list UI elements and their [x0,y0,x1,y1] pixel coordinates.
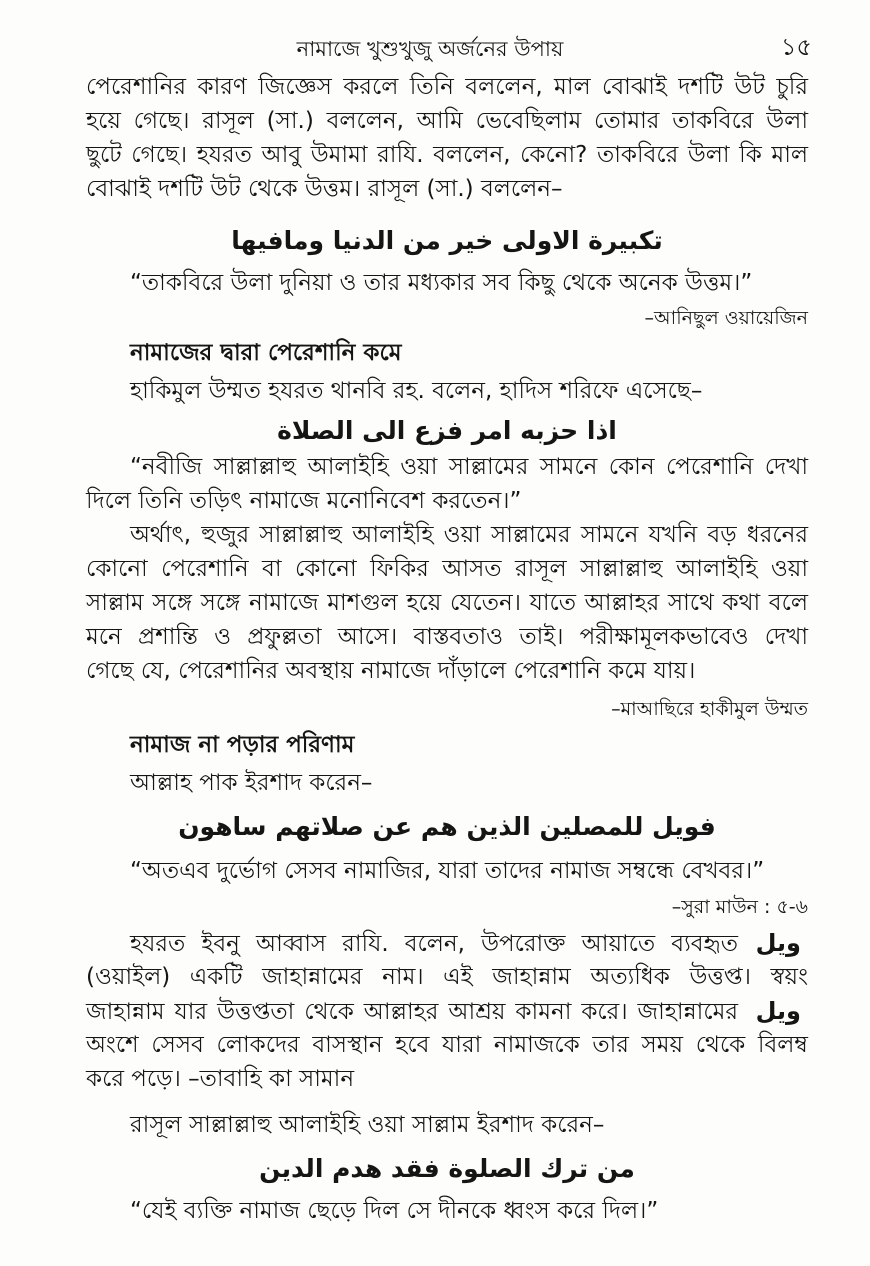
translation-quote: “অতএব দুর্ভোগ সেসব নামাজির, যারা তাদের নামাজ সম্বন্ধে বেখবর।” [130,858,765,884]
arabic-quote: فويل للمصلين الذين هم عن صلاتهم ساهون [178,812,716,841]
arabic-quote: من ترك الصلوة فقد هدم الدين [259,1154,635,1183]
translation-quote: “নবীজি সাল্লাল্লাহু আলাইহি ওয়া সাল্লামের সামনে কোন পেরেশানি দেখা [130,454,808,480]
text-line: রাসূল সাল্লাল্লাহু আলাইহি ওয়া সাল্লাম ইরশাদ করেন– [130,1112,605,1138]
text-line: গেছে যে, পেরেশানির অবস্থায় নামাজে দাঁড়ালে পেরেশানি কমে যায়। [86,658,696,684]
section-heading: নামাজ না পড়ার পরিণাম [130,732,355,758]
text-line [130,928,808,959]
section-heading: নামাজের দ্বারা পেরেশানি কমে [130,340,402,366]
page-number: ১৫ [780,33,812,61]
translation-quote: দিলে তিনি তড়িৎ নামাজে মনোনিবেশ করতেন।” [86,488,522,514]
arabic-word: ويل [755,929,801,957]
text-segment: হযরত ইবনু আব্বাস রাযি. বলেন, উপরোক্ত আয়াতে ব্যবহৃত [130,931,738,957]
arabic-quote: تكبيرة الاولى خير من الدنيا ومافيها [231,226,663,255]
text-line: আল্লাহ পাক ইরশাদ করেন– [130,770,373,796]
text-line: বোঝাই দশটি উট থেকে উত্তম। রাসূল (সা.) বললেন– [86,176,563,202]
translation-quote: “তাকবিরে উলা দুনিয়া ও তার মধ্যকার সব কিছু থেকে অনেক উত্তম।” [130,270,753,296]
translation-quote: “যেই ব্যক্তি নামাজ ছেড়ে দিল সে দীনকে ধ্বংস করে দিল।” [130,1198,659,1224]
text-line: (ওয়াইল) একটি জাহান্নামের নাম। এই জাহান্নাম অত্যধিক উত্তপ্ত। স্বয়ং [86,964,808,990]
text-line: অর্থাৎ, হুজুর সাল্লাল্লাহু আলাইহি ওয়া সাল্লামের সামনে যখনি বড় ধরনের [130,522,808,548]
text-segment: জাহান্নাম যার উত্তপ্ততা থেকে আল্লাহর আশ্রয় কামনা করে। জাহান্নামের [86,999,738,1025]
text-line: অংশে সেসব লোকদের বাসস্থান হবে যারা নামাজকে তার সময় থেকে বিলম্ব [86,1032,808,1058]
arabic-word: ويل [755,997,801,1025]
text-line: ছুটে গেছে। হযরত আবু উমামা রাযি. বললেন, কেনো? তাকবিরে উলা কি মাল [86,142,808,168]
text-line: পেরেশানির কারণ জিজ্ঞেস করলে তিনি বললেন, মাল বোঝাই দশটি উট চুরি [86,74,808,100]
source-citation: –মাআছিরে হাকীমুল উম্মত [611,698,808,720]
text-line: মনে প্রশান্তি ও প্রফুল্লতা আসে। বাস্তবতাও তাই। পরীক্ষামূলকভাবেও দেখা [86,624,808,650]
text-line: করে পড়ে। –তাবাহি কা সামান [86,1066,355,1092]
text-line: হয়ে গেছে। রাসূল (সা.) বললেন, আমি ভেবেছিলাম তোমার তাকবিরে উলা [86,108,808,134]
text-line: কোনো পেরেশানি বা কোনো ফিকির আসত রাসূল সাল্লাল্লাহু আলাইহি ওয়া [86,556,808,582]
text-line: হাকিমুল উম্মত হযরত থানবি রহ. বলেন, হাদিস শরিফে এসেছে– [130,378,703,404]
text-line [86,996,808,1027]
source-citation: –সুরা মাউন : ৫-৬ [671,896,808,918]
source-citation: –আনিছুল ওয়ায়েজিন [644,307,808,329]
arabic-quote: اذا حزبه امر فزع الى الصلاة [277,416,617,445]
running-title: নামাজে খুশুখুজু অর্জনের উপায় [296,37,564,61]
text-line: সাল্লাম সঙ্গে সঙ্গে নামাজে মাশগুল হয়ে যেতেন। যাতে আল্লাহর সাথে কথা বলে [86,590,808,616]
